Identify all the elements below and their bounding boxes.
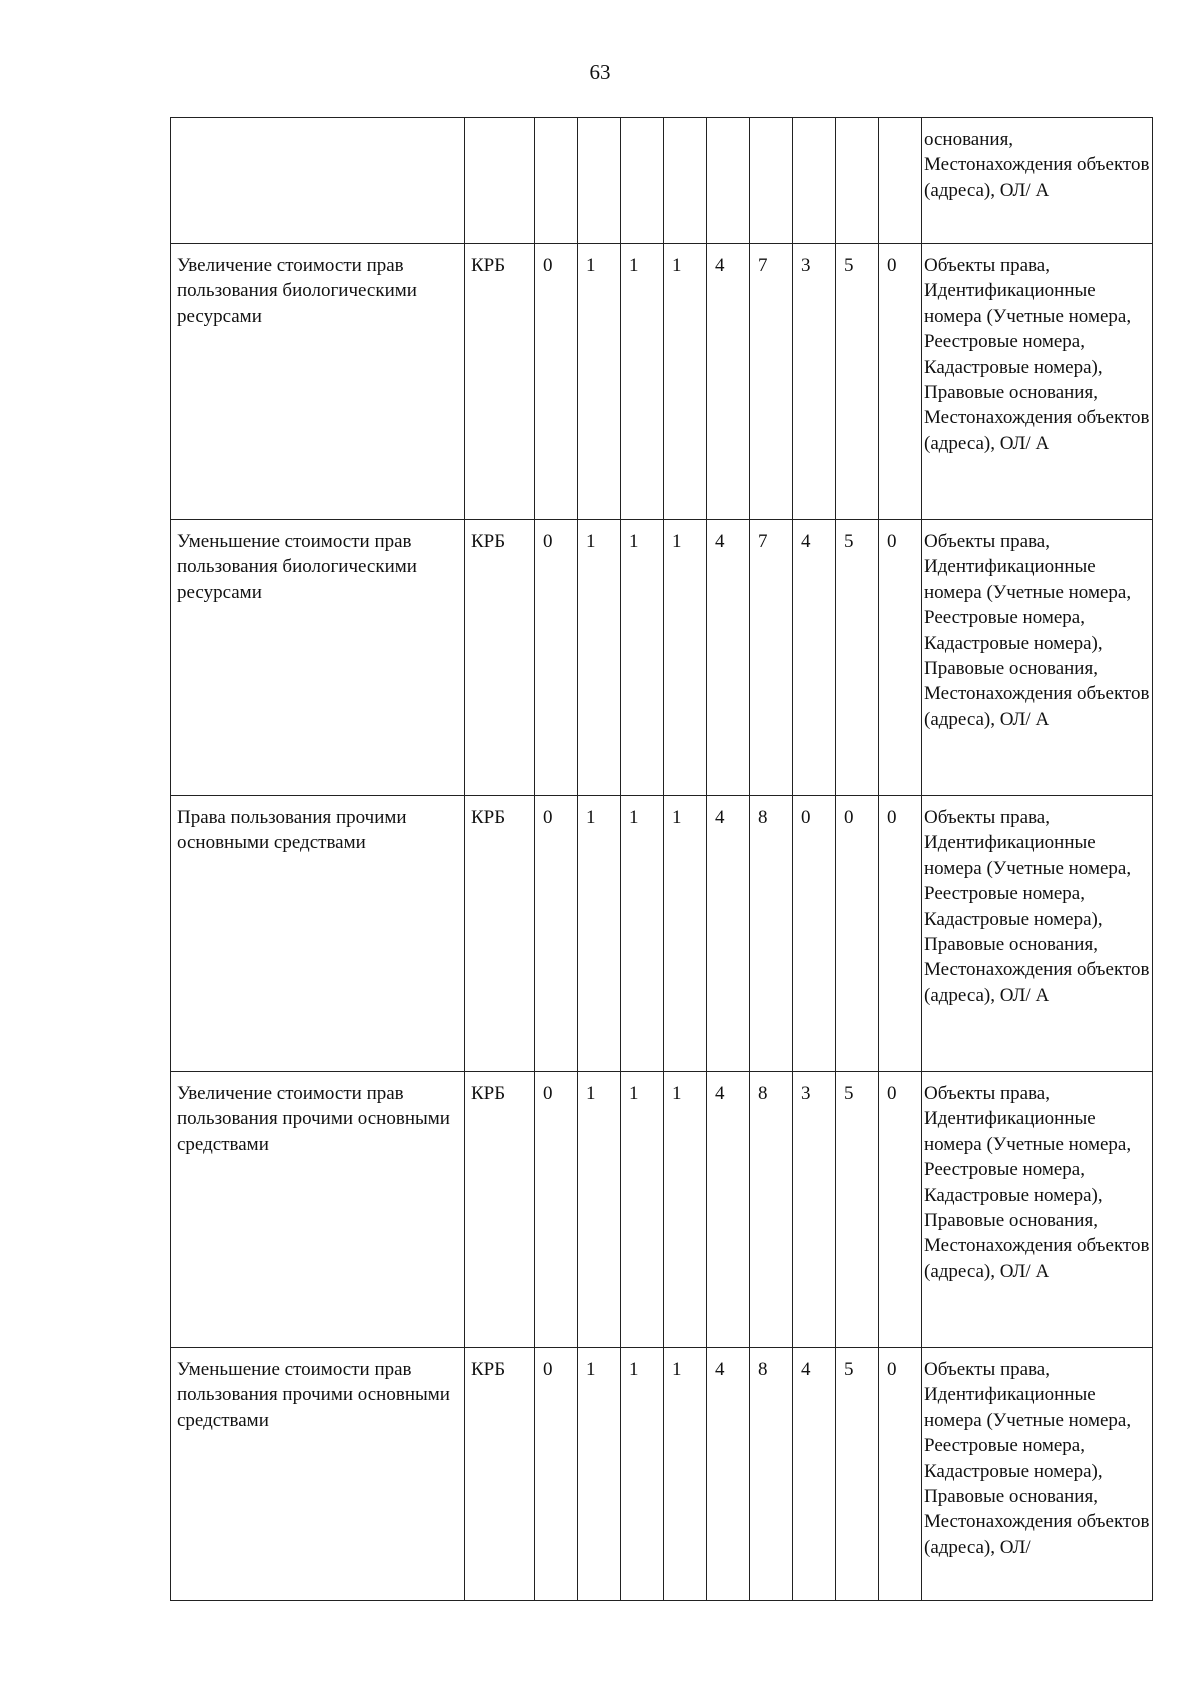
table-row	[171, 520, 1153, 796]
digit-cell: 0	[879, 520, 922, 796]
digit-cell: 4	[707, 520, 750, 796]
digit-cell: 0	[836, 796, 879, 1072]
name-cell: Права пользования прочими основными средствами	[171, 796, 465, 1072]
description-cell: Объекты права, Идентификационные номера (Учетные номера, Реестровые номера, Кадастровые номера), Правовые основания, Местонахождения объектов (адреса), ОЛ/ А	[922, 1072, 1153, 1348]
digit-cell: 1	[621, 1348, 664, 1601]
table-row	[171, 796, 1153, 1072]
digit-cell: 0	[879, 1348, 922, 1601]
digit-cell: 3	[793, 244, 836, 520]
digit-cell	[664, 118, 707, 244]
digit-cell: 1	[578, 1072, 621, 1348]
digit-cell: 1	[664, 796, 707, 1072]
table-row-continuation	[171, 118, 1153, 244]
digit-cell: 1	[621, 796, 664, 1072]
digit-cell: 4	[793, 520, 836, 796]
digit-cell: 8	[750, 796, 793, 1072]
digit-cell: 1	[621, 244, 664, 520]
code-cell: КРБ	[465, 244, 535, 520]
digit-cell: 0	[879, 1072, 922, 1348]
code-cell	[465, 118, 535, 244]
digit-cell: 0	[879, 244, 922, 520]
table-row	[171, 1072, 1153, 1348]
name-cell	[171, 118, 465, 244]
description-cell: Объекты права, Идентификационные номера (Учетные номера, Реестровые номера, Кадастровые номера), Правовые основания, Местонахождения объектов (адреса), ОЛ/ А	[922, 520, 1153, 796]
digit-cell: 8	[750, 1072, 793, 1348]
code-cell: КРБ	[465, 1072, 535, 1348]
digit-cell	[793, 118, 836, 244]
name-cell: Увеличение стоимости прав пользования биологическими ресурсами	[171, 244, 465, 520]
digit-cell: 0	[535, 1348, 578, 1601]
digit-cell: 4	[707, 1072, 750, 1348]
digit-cell: 0	[535, 1072, 578, 1348]
code-cell: КРБ	[465, 796, 535, 1072]
digit-cell: 1	[578, 796, 621, 1072]
digit-cell: 1	[621, 520, 664, 796]
digit-cell: 4	[707, 1348, 750, 1601]
name-cell: Уменьшение стоимости прав пользования прочими основными средствами	[171, 1348, 465, 1601]
description-cell: Объекты права, Идентификационные номера (Учетные номера, Реестровые номера, Кадастровые номера), Правовые основания, Местонахождения объектов (адреса), ОЛ/ А	[922, 796, 1153, 1072]
digit-cell: 5	[836, 520, 879, 796]
digit-cell: 1	[664, 1072, 707, 1348]
digit-cell: 0	[793, 796, 836, 1072]
digit-cell: 5	[836, 1072, 879, 1348]
digit-cell	[578, 118, 621, 244]
digit-cell	[836, 118, 879, 244]
digit-cell: 8	[750, 1348, 793, 1601]
digit-cell	[750, 118, 793, 244]
description-cell: Объекты права, Идентификационные номера (Учетные номера, Реестровые номера, Кадастровые номера), Правовые основания, Местонахождения объектов (адреса), ОЛ/	[922, 1348, 1153, 1601]
digit-cell: 5	[836, 244, 879, 520]
digit-cell: 0	[535, 796, 578, 1072]
digit-cell: 0	[535, 244, 578, 520]
digit-cell: 3	[793, 1072, 836, 1348]
digit-cell	[707, 118, 750, 244]
digit-cell	[621, 118, 664, 244]
description-cell: Объекты права, Идентификационные номера (Учетные номера, Реестровые номера, Кадастровые номера), Правовые основания, Местонахождения объектов (адреса), ОЛ/ А	[922, 244, 1153, 520]
digit-cell: 1	[664, 520, 707, 796]
table-row	[171, 1348, 1153, 1601]
digit-cell: 7	[750, 244, 793, 520]
digit-cell: 4	[793, 1348, 836, 1601]
digit-cell: 1	[578, 244, 621, 520]
description-cell: основания, Местонахождения объектов (адреса), ОЛ/ А	[922, 118, 1153, 244]
digit-cell: 0	[535, 520, 578, 796]
digit-cell: 1	[664, 1348, 707, 1601]
code-cell: КРБ	[465, 520, 535, 796]
digit-cell: 1	[578, 1348, 621, 1601]
digit-cell: 4	[707, 244, 750, 520]
account-codes-table	[170, 117, 1153, 1601]
digit-cell: 0	[879, 796, 922, 1072]
digit-cell	[535, 118, 578, 244]
code-cell: КРБ	[465, 1348, 535, 1601]
page-number: 63	[589, 60, 611, 84]
digit-cell: 1	[621, 1072, 664, 1348]
digit-cell: 1	[664, 244, 707, 520]
name-cell: Увеличение стоимости прав пользования прочими основными средствами	[171, 1072, 465, 1348]
name-cell: Уменьшение стоимости прав пользования биологическими ресурсами	[171, 520, 465, 796]
digit-cell: 7	[750, 520, 793, 796]
digit-cell: 1	[578, 520, 621, 796]
digit-cell	[879, 118, 922, 244]
digit-cell: 4	[707, 796, 750, 1072]
digit-cell: 5	[836, 1348, 879, 1601]
table-row	[171, 244, 1153, 520]
